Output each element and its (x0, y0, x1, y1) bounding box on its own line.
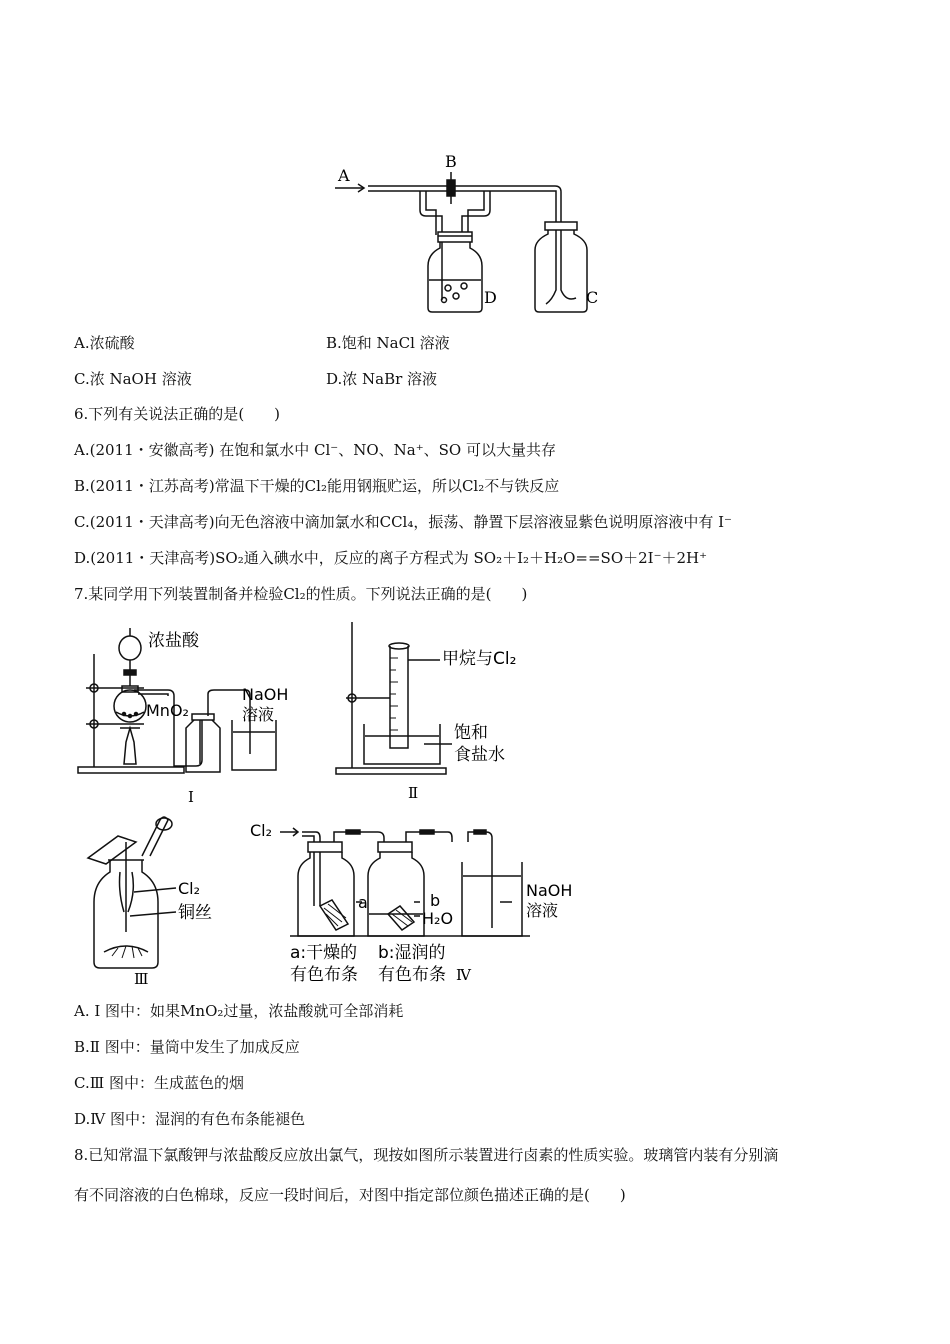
caption-iii: Ⅲ (134, 970, 149, 987)
q6-option-b: B.(2011・江苏高考)常温下干燥的Cl₂能用钢瓶贮运，所以Cl₂不与铁反应 (74, 477, 560, 495)
label-iv-solution: 溶液 (526, 901, 559, 920)
label-dry-cloth-2: 有色布条 (290, 965, 358, 985)
caption-ii: Ⅱ (408, 784, 419, 802)
q7-option-b: B.Ⅱ 图中：量筒中发生了加成反应 (74, 1038, 300, 1056)
q6-option-d: D.(2011・天津高考)SO₂通入碘水中，反应的离子方程式为 SO₂＋I₂＋H₂O==SO＋2I⁻＋2H⁺ (74, 549, 708, 567)
label-iv-naoh: NaOH (526, 881, 573, 900)
label-methane-cl2: 甲烷与Cl₂ (442, 649, 517, 669)
label-copper-wire: 铜丝 (178, 903, 212, 923)
q5-option-d: D.浓 NaBr 溶液 (326, 370, 438, 388)
label-b: B (445, 152, 457, 171)
apparatus-figure-iv (250, 812, 590, 987)
q8-stem-line1: 8.已知常温下氯酸钾与浓盐酸反应放出氯气，现按如图所示装置进行卤素的性质实验。玻璃管内装有分别滴 (74, 1146, 779, 1164)
apparatus-figure-iii (78, 812, 248, 987)
label-wet-cloth: b:湿润的 (378, 943, 446, 963)
label-iv-cl2: Cl₂ (250, 821, 273, 840)
label-cloth-a: a (358, 893, 368, 912)
q7-stem: 7.某同学用下列装置制备并检验Cl₂的性质。下列说法正确的是( ) (74, 585, 528, 603)
label-naoh: NaOH (242, 685, 289, 704)
label-dry-cloth: a:干燥的 (290, 943, 358, 963)
q6-option-c: C.(2011・天津高考)向无色溶液中滴加氯水和CCl₄，振荡、静置下层溶液显紫色说明原溶液中有 I⁻ (74, 513, 732, 531)
q6-option-a: A.(2011・安徽高考) 在饱和氯水中 Cl⁻、NO、Na⁺、SO 可以大量共存 (74, 441, 556, 459)
caption-i: Ⅰ (188, 788, 194, 806)
label-a: A (338, 166, 350, 185)
q5-option-a: A.浓硫酸 (74, 334, 135, 352)
q8-stem-line2: 有不同溶液的白色棉球，反应一段时间后，对图中指定部位颜色描述正确的是( ) (74, 1186, 626, 1204)
label-iii-cl2: Cl₂ (178, 879, 201, 898)
q7-option-a: A. Ⅰ 图中：如果MnO₂过量，浓盐酸就可全部消耗 (74, 1002, 404, 1020)
caption-iv: Ⅳ (456, 966, 471, 984)
q7-option-d: D.Ⅳ 图中：湿润的有色布条能褪色 (74, 1110, 306, 1128)
label-water: H₂O (422, 909, 454, 928)
q5-option-b: B.饱和 NaCl 溶液 (326, 334, 450, 352)
label-c: C (586, 288, 599, 307)
apparatus-figure-ii (328, 618, 558, 803)
label-solution: 溶液 (242, 705, 275, 724)
label-conc-hcl: 浓盐酸 (148, 631, 199, 651)
label-brine: 食盐水 (454, 745, 505, 765)
label-wet-cloth-2: 有色布条 (378, 965, 446, 985)
apparatus-figure-i (72, 624, 312, 809)
label-cloth-b: b (430, 891, 441, 910)
label-mno2: MnO₂ (146, 701, 189, 720)
label-d: D (484, 288, 497, 307)
q6-stem: 6.下列有关说法正确的是( ) (74, 405, 281, 423)
label-saturated: 饱和 (454, 723, 488, 743)
apparatus-figure-q5 (330, 150, 620, 320)
q7-option-c: C.Ⅲ 图中：生成蓝色的烟 (74, 1074, 244, 1092)
q5-option-c: C.浓 NaOH 溶液 (74, 370, 192, 388)
